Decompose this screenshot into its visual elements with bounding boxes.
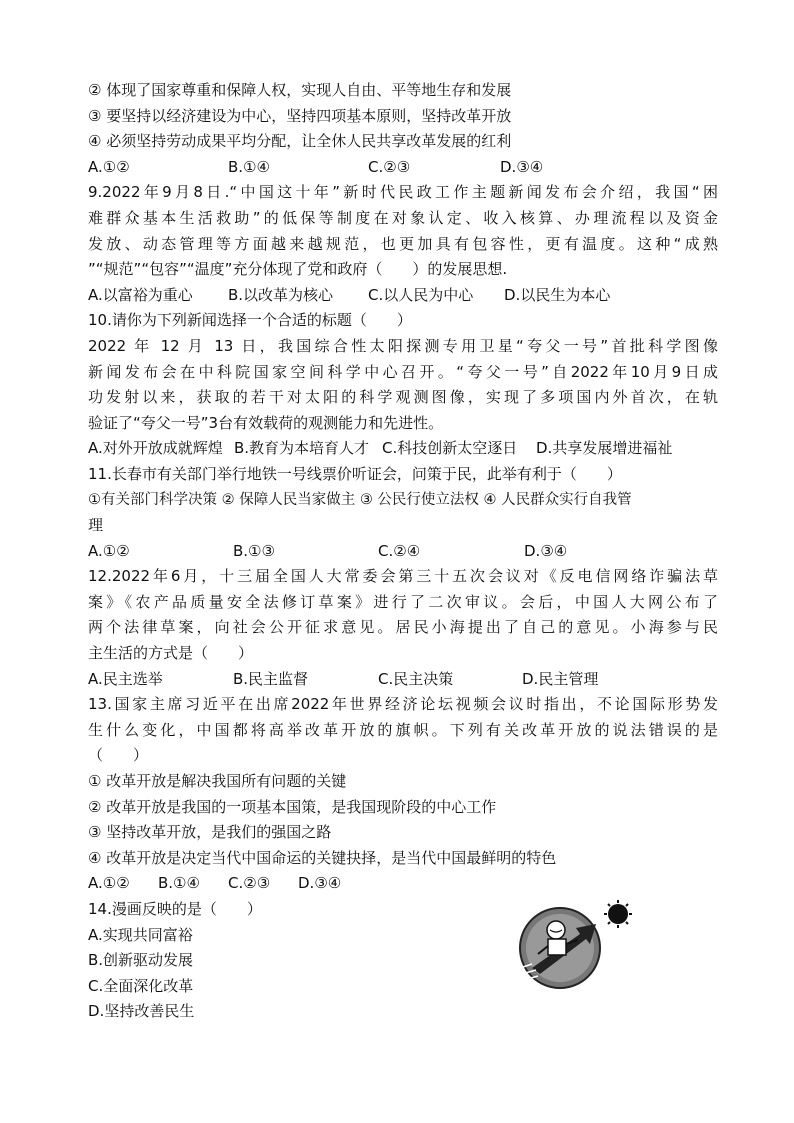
q10-option-b: B.教育为本培育人才 (234, 439, 370, 458)
q12-line-3: 两个法律草案，向社会公开征求意见。居民小海提出了自己的意见。小海参与民 (88, 618, 718, 637)
q11-option-b: B.①③ (233, 541, 275, 560)
q13-option-d: D.③④ (298, 874, 342, 893)
q9-options (88, 283, 718, 309)
q13-option-b: B.①④ (158, 874, 200, 893)
q14-option-a: A.实现共同富裕 (88, 925, 193, 944)
q13-option-c: C.②③ (228, 874, 271, 893)
q9-option-b: B.以改革为核心 (228, 285, 334, 304)
q12-options (88, 667, 718, 693)
q10-line-3: 新闻发布会在中科院国家空间科学中心召开。“夸父一号”自2022年10月9日成 (88, 362, 718, 381)
q12-option-a: A.民主选举 (88, 669, 163, 688)
cartoon-image (510, 900, 638, 990)
q8-option-c: C.②③ (368, 157, 411, 176)
q8-item-2: ② 体现了国家尊重和保障人权，实现人自由、平等地生存和发展 (88, 81, 512, 99)
q13-line-2: 生什么变化，中国都将高举改革开放的旗帜。下列有关改革开放的说法错误的是 (88, 720, 718, 739)
q11-option-d: D.③④ (524, 541, 568, 560)
q8-options (88, 155, 718, 181)
q8-item-4: ④ 必须坚持劳动成果平均分配，让全休人民共享改革发展的红利 (88, 132, 512, 151)
q13-item-2: ② 改革开放是我国的一项基本国策，是我国现阶段的中心工作 (88, 797, 497, 816)
q10-option-d: D.共享发展增进福祉 (536, 439, 673, 458)
q12-line-1: 12.2022年6月，十三届全国人大常委会第三十五次会议对《反电信网络诈骗法草 (88, 567, 718, 586)
q9-option-c: C.以人民为中心 (368, 285, 474, 304)
q14-option-c: C.全面深化改革 (88, 976, 194, 995)
q10-option-c: C.科技创新太空逐日 (382, 439, 518, 458)
q8-item-3: ③ 要坚持以经济建设为中心，坚持四项基本原则，坚持改革开放 (88, 106, 512, 125)
q12-option-c: C.民主决策 (378, 669, 454, 688)
q13-option-a: A.①② (88, 874, 130, 893)
q8-option-b: B.①④ (228, 157, 270, 176)
q12-line-2: 案》《农产品质量安全法修订草案》进行了二次审议。会后，中国人大网公布了 (88, 592, 718, 611)
q9-option-a: A.以富裕为重心 (88, 285, 193, 304)
q13-item-1: ① 改革开放是解决我国所有问题的关键 (88, 772, 347, 791)
q11-items-wrap: 理 (88, 516, 104, 535)
q11-option-c: C.②④ (378, 541, 421, 560)
q9-line-3: 发放、动态管理等方面越来越规范，也更加具有包容性，更有温度。这种“成熟 (88, 234, 718, 253)
q13-line-1: 13.国家主席习近平在出席2022年世界经济论坛视频会议时指出，不论国际形势发 (88, 695, 718, 714)
q13-options (88, 871, 718, 897)
q10-line-2: 2022 年 12 月 13 日，我国综合性太阳探测专用卫星“夸父一号”首批科学图像 (88, 336, 718, 355)
q12-option-b: B.民主监督 (233, 669, 309, 688)
question-content (88, 78, 718, 1025)
q11-options (88, 539, 718, 565)
q14-option-d: D.坚持改善民生 (88, 1002, 195, 1021)
q11-option-a: A.①② (88, 541, 130, 560)
q9-option-d: D.以民生为本心 (504, 285, 611, 304)
q10-option-a: A.对外开放成就辉煌 (88, 439, 223, 458)
q10-options (88, 436, 718, 462)
q14-option-b: B.创新驱动发展 (88, 951, 194, 970)
q9-line-1: 9.2022年9月8日.“中国这十年”新时代民政工作主题新闻发布会介绍，我国“困 (88, 183, 718, 202)
q9-line-4: ”“规范”“包容”“温度”充分体现了党和政府（ ）的发展思想. (88, 260, 508, 279)
q9-line-2: 难群众基本生活救助”的低保等制度在对象认定、收入核算、办理流程以及资金 (88, 208, 718, 227)
q8-option-a: A.①② (88, 157, 130, 176)
q14-stem: 14.漫画反映的是（ ） (88, 900, 262, 918)
q10-stem: 10.请你为下列新闻选择一个合适的标题（ ） (88, 311, 412, 330)
q12-line-4: 主生活的方式是（ ） (88, 644, 254, 663)
q10-line-5: 验证了“夸父一号”3台有效载荷的观测能力和先进性。 (88, 413, 444, 432)
q8-option-d: D.③④ (500, 157, 544, 176)
q13-item-3: ③ 坚持改革开放，是我们的强国之路 (88, 823, 332, 842)
q12-option-d: D.民主管理 (522, 669, 599, 688)
q13-line-3: （ ） (88, 746, 149, 765)
q11-stem: 11.长春市有关部门举行地铁一号线票价听证会，问策于民，此举有利于（ ） (88, 464, 622, 483)
q13-item-4: ④ 改革开放是决定当代中国命运的关键抉择，是当代中国最鲜明的特色 (88, 848, 557, 867)
q11-items: ①有关部门科学决策 ② 保障人民当家做主 ③ 公民行使立法权 ④ 人民群众实行自我管 (88, 491, 632, 508)
q10-line-4: 功发射以来，获取的若干对太阳的科学观测图像，实现了多项国内外首次，在轨 (88, 388, 718, 407)
